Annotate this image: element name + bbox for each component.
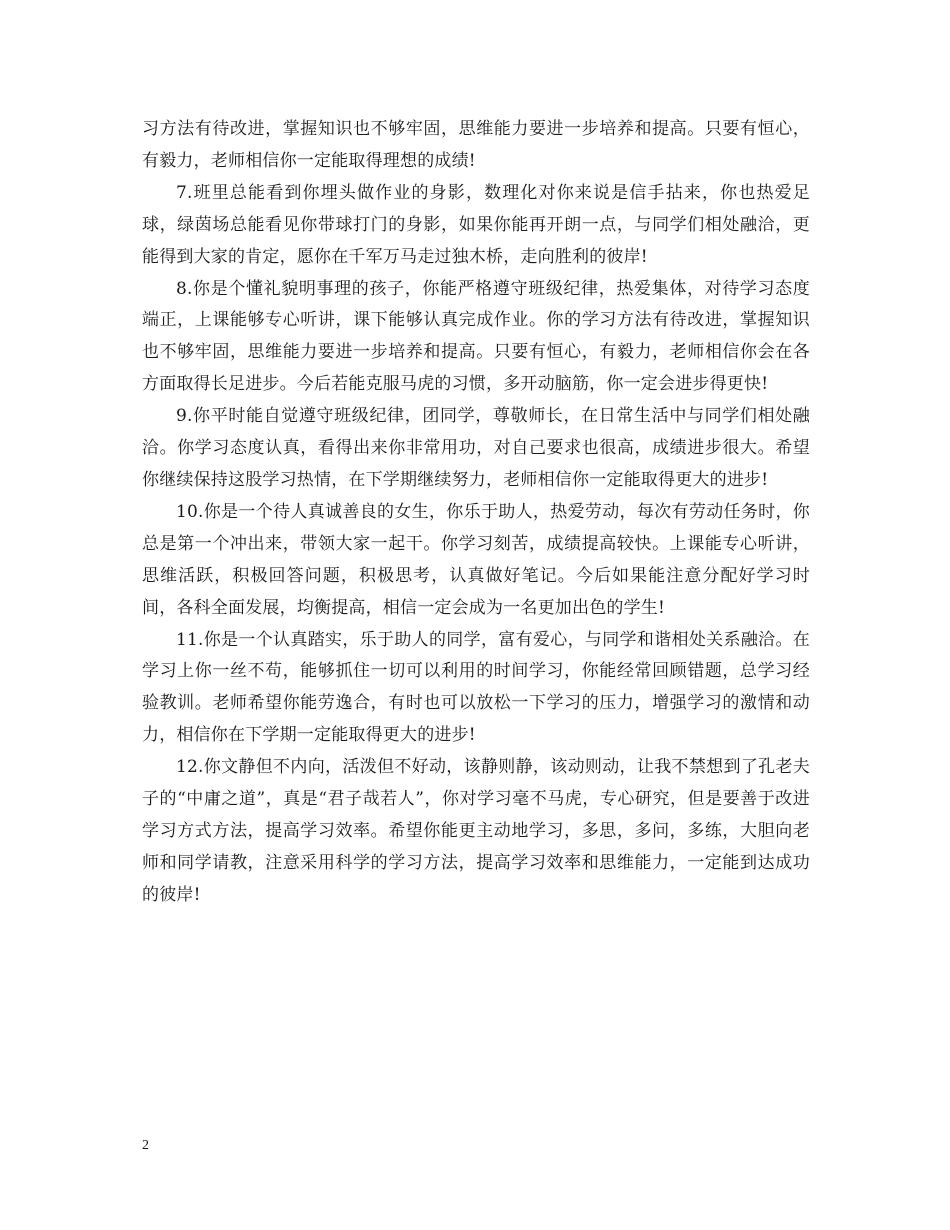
page-number: 2 (142, 1138, 149, 1153)
paragraph-continued: 习方法有待改进，掌握知识也不够牢固，思维能力要进一步培养和提高。只要有恒心，有毅力，老师相信你一定能取得理想的成绩! (142, 119, 810, 171)
paragraph-comment-9: 9.你平时能自觉遵守班级纪律，团同学，尊敬师长，在日常生活中与同学们相处融洽。你学习态度认真，看得出来你非常用功，对自己要求也很高，成绩进步很大。希望你继续保持这股学习热情，在下学期继续努力，老师相信你一定能取得更大的进步! (142, 406, 810, 490)
paragraph-comment-7: 7.班里总能看到你埋头做作业的身影，数理化对你来说是信手拈来，你也热爱足球，绿茵场总能看见你带球打门的身影，如果你能再开朗一点，与同学们相处融洽，更能得到大家的肯定，愿你在千军万马走过独木桥，走向胜利的彼岸! (142, 182, 810, 267)
paragraph-comment-12: 12.你文静但不内向，活泼但不好动，该静则静，该动则动，让我不禁想到了孔老夫子的“中庸之道”，真是“君子哉若人”，你对学习毫不马虎，专心研究，但是要善于改进学习方式方法，提高学习效率。希望你能更主动地学习，多思，多问，多练，大胆向老师和同学请教，注意采用科学的学习方法，提高学习效率和思维能力，一定能到达成功的彼岸! (142, 757, 810, 905)
paragraph-comment-11: 11.你是一个认真踏实，乐于助人的同学，富有爱心，与同学和谐相处关系融洽。在学习上你一丝不苟，能够抓住一切可以利用的时间学习，你能经常回顾错题，总学习经验教训。老师希望你能劳逸合，有时也可以放松一下学习的压力，增强学习的激情和动力，相信你在下学期一定能取得更大的进步! (142, 629, 810, 746)
document-body (142, 114, 810, 912)
paragraph-comment-8: 8.你是个懂礼貌明事理的孩子，你能严格遵守班级纪律，热爱集体，对待学习态度端正，上课能够专心听讲，课下能够认真完成作业。你的学习方法有待改进，掌握知识也不够牢固，思维能力要进一步培养和提高。只要有恒心，有毅力，老师相信你会在各方面取得长足进步。今后若能克服马虎的习惯，多开动脑筋，你一定会进步得更快! (142, 278, 810, 395)
paragraph-comment-10: 10.你是一个待人真诚善良的女生，你乐于助人，热爱劳动，每次有劳动任务时，你总是第一个冲出来，带领大家一起干。你学习刻苦，成绩提高较快。上课能专心听讲，思维活跃，积极回答问题，积极思考，认真做好笔记。今后如果能注意分配好学习时间，各科全面发展，均衡提高，相信一定会成为一名更加出色的学生! (142, 501, 810, 618)
